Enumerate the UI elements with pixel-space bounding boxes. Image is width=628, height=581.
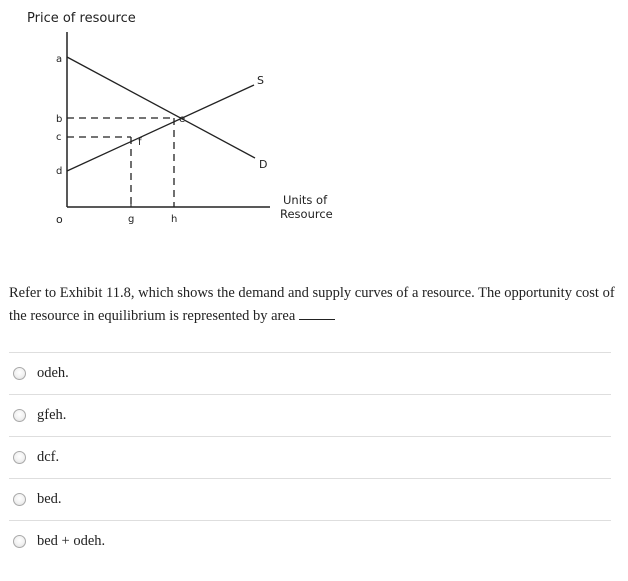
option-label: dcf.: [37, 449, 60, 465]
label-b: b: [56, 114, 63, 125]
origin-label: o: [56, 213, 63, 226]
question-text: [9, 282, 617, 328]
x-axis-title-line2: Resource: [280, 207, 333, 221]
radio-button[interactable]: [13, 493, 26, 506]
supply-label: S: [257, 74, 264, 87]
label-d: d: [56, 166, 63, 177]
option-label: odeh.: [37, 365, 69, 381]
supply-demand-diagram: [0, 0, 360, 240]
option-label: gfeh.: [37, 407, 67, 423]
label-a: a: [56, 54, 63, 65]
radio-button[interactable]: [13, 451, 26, 464]
answer-option-5[interactable]: [9, 520, 611, 562]
question-body: Refer to Exhibit 11.8, which shows the demand and supply curves of a resource. The opportunity cost of the resource in equilibrium is represented by area: [9, 285, 615, 324]
answer-option-1[interactable]: [9, 352, 611, 394]
answer-blank: [299, 307, 335, 320]
label-h: h: [171, 214, 178, 225]
answer-options: [9, 352, 611, 562]
option-label: bed.: [37, 491, 62, 507]
label-c: c: [56, 132, 62, 143]
radio-button[interactable]: [13, 367, 26, 380]
supply-curve: [67, 85, 254, 171]
answer-option-4[interactable]: [9, 478, 611, 520]
y-axis-title: Price of resource: [27, 11, 136, 26]
answer-option-2[interactable]: [9, 394, 611, 436]
point-label-f: f: [138, 137, 142, 148]
demand-curve: [67, 57, 255, 158]
x-axis-title-line1: Units of: [283, 193, 328, 207]
answer-option-3[interactable]: [9, 436, 611, 478]
radio-button[interactable]: [13, 535, 26, 548]
demand-label: D: [259, 158, 268, 171]
radio-button[interactable]: [13, 409, 26, 422]
exhibit-graph: [0, 0, 360, 240]
point-label-e: e: [179, 114, 186, 125]
label-g: g: [128, 214, 135, 225]
option-label: bed + odeh.: [37, 533, 106, 549]
